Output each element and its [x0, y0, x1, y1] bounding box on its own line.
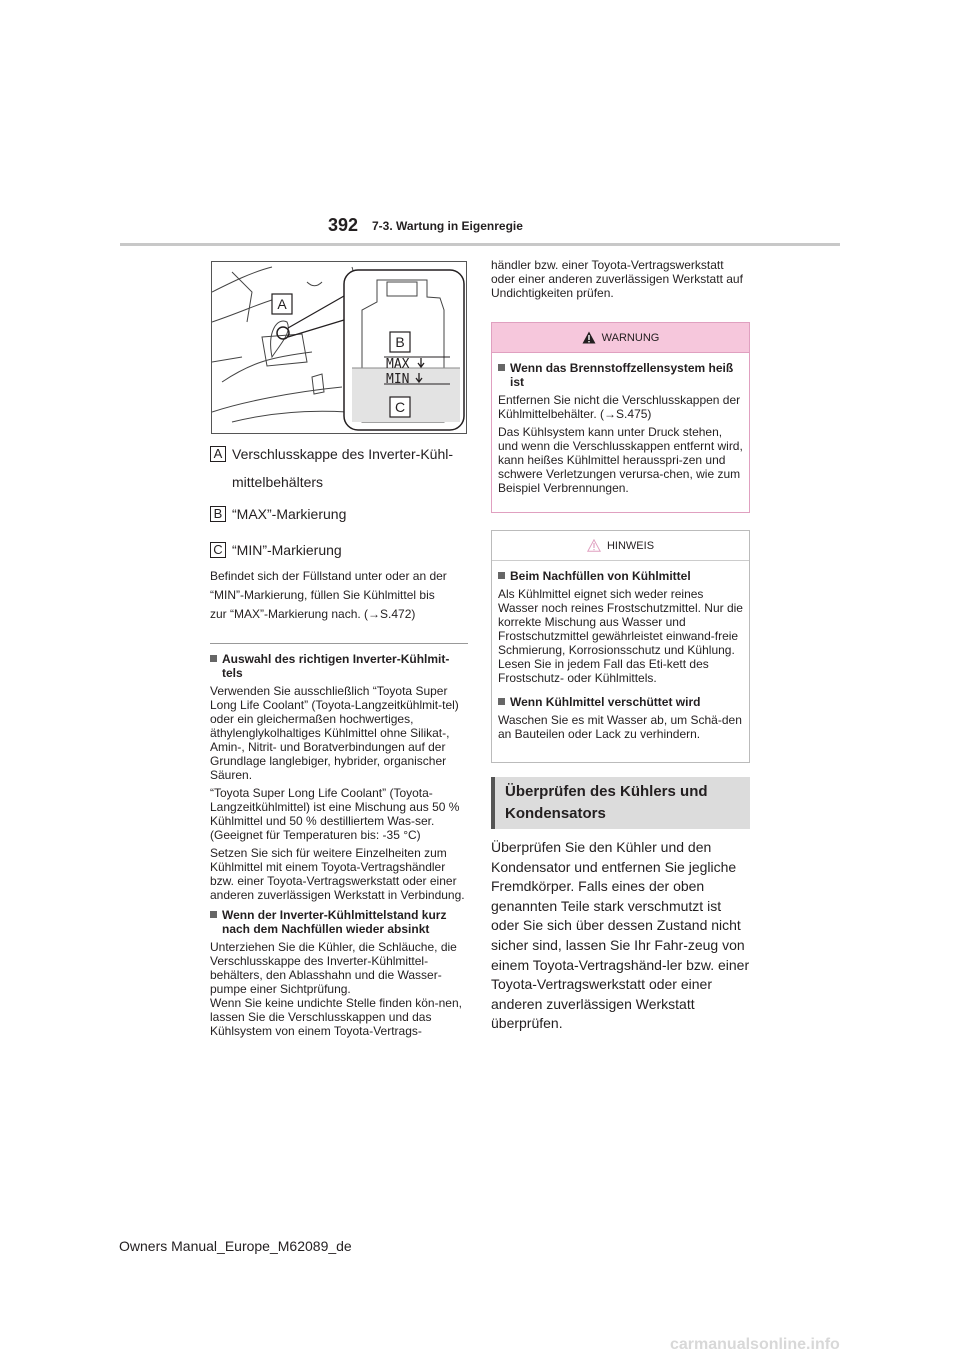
coolant-level-drop-heading: Wenn der Inverter-Kühlmittelstand kurz nach dem Nachfüllen wieder absinkt [210, 908, 468, 936]
bullet-square-icon [498, 364, 505, 371]
legend-text-b: “MAX”-Markierung [232, 506, 347, 522]
section-heading-line-1: Überprüfen des Kühlers und [505, 783, 708, 800]
reservoir-illustration [212, 262, 467, 434]
legend-text-a-cont: mittelbehälters [232, 474, 324, 490]
coolant-selection-heading: Auswahl des richtigen Inverter-Kühlmit-tels [210, 652, 468, 680]
watermark: carmanualsonline.info [670, 1336, 840, 1353]
footer-text: Owners Manual_Europe_M62089_de [119, 1238, 352, 1254]
intro-line-2: “MIN”-Markierung, füllen Sie Kühlmittel bis [210, 588, 435, 602]
page-number: 392 [328, 215, 359, 235]
header-rule [120, 243, 840, 246]
coolant-selection-paragraph-1: Verwenden Sie ausschließlich “Toyota Super Long Life Coolant” (Toyota-Langzeitkühlmit-tel) oder ein gleichermaßen hochwertiges, äthylenglykolhaltiges Kühlmittel ohne Silikat-, Amin-, Nitrit- und Boratverbindungen auf der Grundlage langlebiger, hybrider, organischer Säuren. [210, 684, 459, 782]
legend-item-c [210, 541, 342, 559]
coolant-selection-paragraph-3: Setzen Sie sich für weitere Einzelheiten zum Kühlmittel mit einem Toyota-Vertragshändler bzw. einer Toyota-Vertragswerkstatt oder einer anderen zuverlässigen Werkstatt in Verbindung. [210, 846, 465, 902]
radiator-check-paragraph: Überprüfen Sie den Kühler und den Kondensator und entfernen Sie jegliche Fremdkörper. Falls eines der oben genannten Teile stark verschmutzt ist oder Sie sich über dessen Zustand nicht sicher sind, lassen Sie Ihr Fahr-zeug von einem Toyota-Vertragshänd-ler bzw. einer Toyota-Vertragswerkstatt oder einer anderen zuverlässigen Werkstatt überprüfen. [491, 839, 750, 1032]
legend-text-a: Verschlusskappe des Inverter-Kühl- [232, 446, 453, 462]
notice-header [492, 531, 749, 561]
section-heading [491, 777, 750, 829]
notice-text-2: Waschen Sie es mit Wasser ab, um Schä-den an Bauteilen oder Lack zu verhindern. [498, 713, 742, 741]
warning-label: WARNUNG [601, 331, 660, 344]
notice-title-1: Beim Nachfüllen von Kühlmittel [498, 569, 743, 583]
bullet-square-icon [210, 655, 217, 662]
section-heading-line-2: Kondensators [505, 805, 606, 822]
notice-title-2: Wenn Kühlmittel verschüttet wird [498, 695, 743, 709]
coolant-reservoir-figure [211, 261, 467, 434]
coolant-level-drop-paragraph-1: Unterziehen Sie die Kühler, die Schläuche, die Verschlusskappe des Inverter-Kühlmittel-behälters, den Ablasshahn und die Wasser-pumpe einer Sichtprüfung. [210, 940, 457, 996]
section-divider [210, 643, 468, 644]
notice-triangle-icon [587, 539, 601, 552]
warning-title: Wenn das Brennstoffzellensystem heiß ist [498, 361, 743, 389]
legend-letter-a: A [210, 446, 226, 462]
coolant-level-drop-paragraph-2: Wenn Sie keine undichte Stelle finden kön-nen, lassen Sie die Verschlusskappen und das Kühlsystem von einem Toyota-Vertrags- [210, 996, 462, 1038]
legend-letter-b: B [210, 506, 226, 522]
coolant-selection-paragraph-2: “Toyota Super Long Life Coolant” (Toyota-Langzeitkühlmittel) ist eine Mischung aus 50 % Kühlmittel und 50 % destilliertem Was-ser. (Geeignet für Temperaturen bis: -35 °C) [210, 786, 460, 842]
warning-paragraph-1: Entfernen Sie nicht die Verschlusskappen der Kühlmittelbehälter. (→S.475) [498, 393, 741, 421]
notice-text-1: Als Kühlmittel eignet sich weder reines Wasser noch reines Frostschutzmittel. Nur die korrekte Mischung aus Wasser und Frostschutzmittel gewährleistet einwand-freie Schmierung, Korrosionsschutz und Kühlung. Lesen Sie in jedem Fall das Eti-kett des Frostschutz- oder Kühlmittels. [498, 587, 743, 685]
legend-letter-c: C [210, 542, 226, 558]
intro-line-3: zur “MAX”-Markierung nach. (→S.472) [210, 607, 416, 621]
figure-label-b: B [395, 334, 405, 350]
min-mark: MIN [386, 372, 410, 387]
warning-triangle-icon [582, 331, 596, 344]
legend-text-c: “MIN”-Markierung [232, 542, 342, 558]
intro-line-1: Befindet sich der Füllstand unter oder an der [210, 569, 447, 583]
bullet-square-icon [210, 911, 217, 918]
warning-paragraph-2: Das Kühlsystem kann unter Druck stehen, und wenn die Verschlusskappen entfernt wird, kann heißes Kühlmittel herausspri-zen und schwere Verletzungen verursa-chen, wie zum Beispiel Verbrennungen. [498, 425, 743, 495]
left-sections [210, 652, 468, 1042]
figure-label-a: A [277, 296, 287, 312]
continued-paragraph: händler bzw. einer Toyota-Vertragswerkstatt oder einer anderen zuverlässigen Werkstatt auf Undichtigkeiten prüfen. [491, 258, 743, 300]
notice-box [491, 530, 750, 763]
legend-item-a [210, 445, 453, 463]
legend-item-b [210, 505, 346, 523]
warning-box [491, 322, 750, 513]
bullet-square-icon [498, 572, 505, 579]
figure-label-c: C [394, 399, 406, 415]
max-mark: MAX [386, 357, 410, 372]
section-title: 7-3. Wartung in Eigenregie [372, 219, 523, 233]
warning-header [492, 323, 749, 353]
notice-label: HINWEIS [606, 539, 655, 552]
bullet-square-icon [498, 698, 505, 705]
